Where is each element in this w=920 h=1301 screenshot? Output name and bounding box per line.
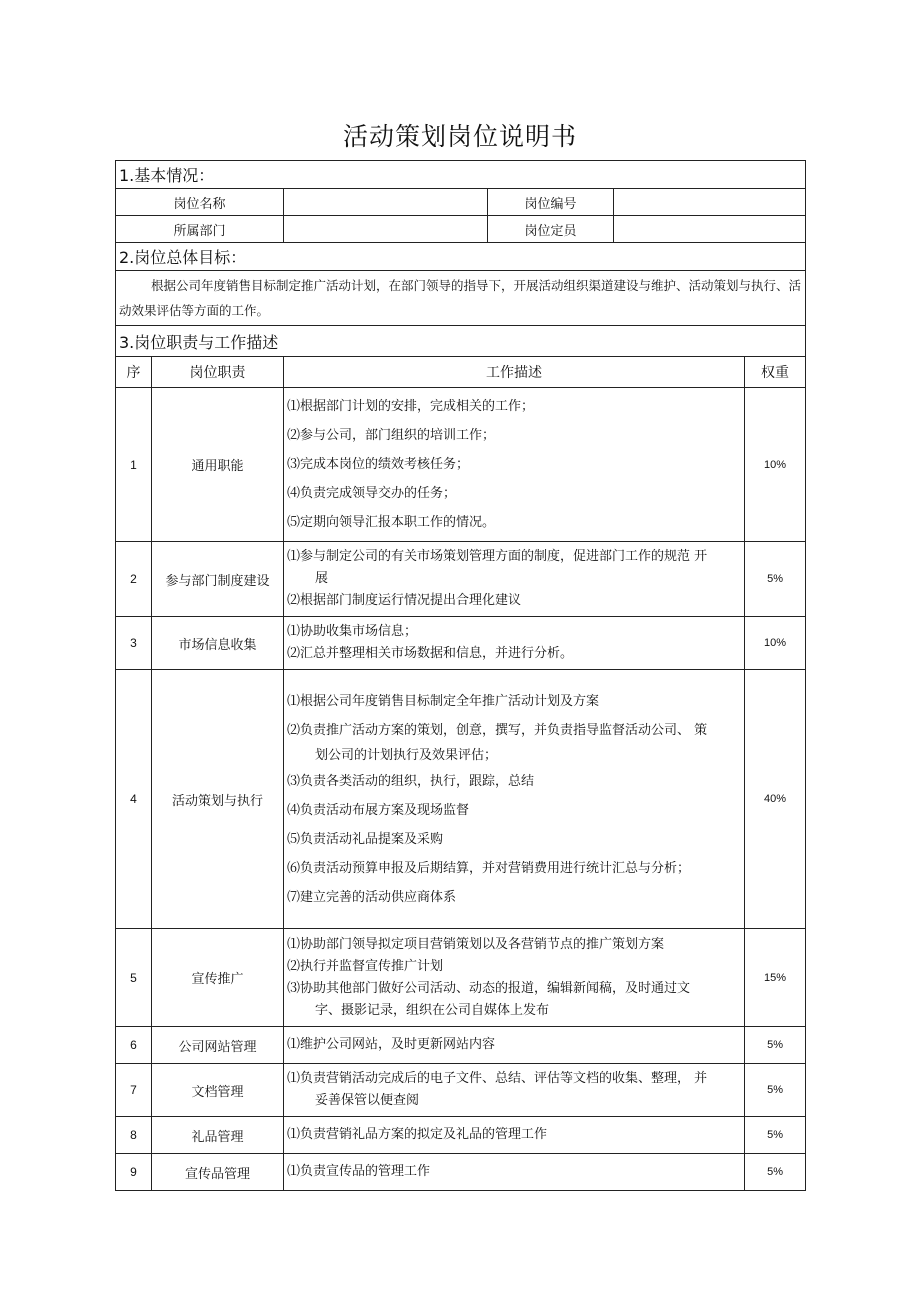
row-no: 9 [116, 1154, 152, 1191]
field-value-headcount [614, 216, 806, 243]
field-value-department [284, 216, 488, 243]
column-header-duty: 岗位职责 [152, 357, 284, 388]
row-description [284, 617, 745, 670]
desc-line: ⑴参与制定公司的有关市场策划管理方面的制度，促进部门工作的规范 开 [287, 549, 708, 564]
desc-line: ⑴协助收集市场信息； [287, 624, 418, 639]
table-row [116, 929, 806, 1027]
desc-line: 妥善保管以便查阅 [315, 1093, 420, 1108]
desc-line: ⑴负责宣传品的管理工作 [287, 1164, 431, 1179]
table-row [116, 1027, 806, 1064]
table-row [116, 670, 806, 929]
row-duty: 宣传品管理 [152, 1154, 284, 1191]
row-no: 7 [116, 1064, 152, 1117]
desc-line: ⑵负责推广活动方案的策划，创意，撰写，并负责指导监督活动公司、 策 [287, 722, 708, 738]
row-description [284, 670, 745, 929]
row-weight: 5% [745, 1027, 806, 1064]
row-duty: 礼品管理 [152, 1117, 284, 1154]
job-description-table [115, 160, 806, 1191]
desc-line: ⑸定期向领导汇报本职工作的情况。 [287, 515, 496, 530]
column-header-description: 工作描述 [284, 357, 745, 388]
row-duty: 宣传推广 [152, 929, 284, 1027]
desc-line: 划公司的计划执行及效果评估； [315, 747, 498, 763]
table-row [116, 1117, 806, 1154]
desc-line: ⑵参与公司，部门组织的培训工作； [287, 428, 496, 443]
row-description [284, 388, 745, 542]
desc-line: 展 [315, 571, 329, 586]
row-duty: 文档管理 [152, 1064, 284, 1117]
desc-line: ⑷负责完成领导交办的任务； [287, 486, 457, 501]
field-label-position-code: 岗位编号 [488, 189, 614, 216]
section2-heading: 2.岗位总体目标： [116, 243, 806, 271]
row-no: 2 [116, 542, 152, 617]
row-weight: 10% [745, 388, 806, 542]
desc-line: ⑴根据公司年度销售目标制定全年推广活动计划及方案 [287, 693, 600, 709]
desc-line: ⑹负责活动预算申报及后期结算，并对营销费用进行统计汇总与分析； [287, 860, 691, 876]
field-value-position-name [284, 189, 488, 216]
row-no: 6 [116, 1027, 152, 1064]
row-weight: 5% [745, 1117, 806, 1154]
row-description [284, 1064, 745, 1117]
row-weight: 40% [745, 670, 806, 929]
field-value-position-code [614, 189, 806, 216]
desc-line: ⑴根据部门计划的安排，完成相关的工作； [287, 399, 535, 414]
desc-line: ⑴协助部门领导拟定项目营销策划以及各营销节点的推广策划方案 [287, 936, 665, 952]
field-label-department: 所属部门 [116, 216, 284, 243]
row-description [284, 1117, 745, 1154]
row-duty: 通用职能 [152, 388, 284, 542]
column-header-weight: 权重 [745, 357, 806, 388]
row-weight: 5% [745, 1064, 806, 1117]
desc-line: ⑵根据部门制度运行情况提出合理化建议 [287, 593, 522, 608]
row-no: 8 [116, 1117, 152, 1154]
row-description [284, 1154, 745, 1191]
column-header-no: 序 [116, 357, 152, 388]
desc-line: ⑴维护公司网站，及时更新网站内容 [287, 1037, 496, 1052]
row-weight: 5% [745, 542, 806, 617]
row-no: 3 [116, 617, 152, 670]
section1-heading: 1.基本情况： [116, 161, 806, 189]
table-row [116, 1154, 806, 1191]
table-row [116, 542, 806, 617]
desc-line: ⑶协助其他部门做好公司活动、动态的报道，编辑新闻稿，及时通过文 [287, 980, 691, 996]
overall-goal-text: 根据公司年度销售目标制定推广活动计划，在部门领导的指导下，开展活动组织渠道建设与维护、活动策划与执行、活动效果评估等方面的工作。 [116, 271, 806, 326]
field-label-headcount: 岗位定员 [488, 216, 614, 243]
row-weight: 15% [745, 929, 806, 1027]
row-duty: 公司网站管理 [152, 1027, 284, 1064]
row-weight: 5% [745, 1154, 806, 1191]
desc-line: 字、摄影记录，组织在公司自媒体上发布 [315, 1002, 550, 1018]
desc-line: ⑸负责活动礼品提案及采购 [287, 831, 444, 847]
desc-line: ⑴负责营销活动完成后的电子文件、总结、评估等文档的收集、整理， 并 [287, 1071, 708, 1086]
page-title: 活动策划岗位说明书 [342, 122, 577, 151]
row-description [284, 542, 745, 617]
row-description [284, 929, 745, 1027]
table-row [116, 1064, 806, 1117]
row-weight: 10% [745, 617, 806, 670]
desc-line: ⑶完成本岗位的绩效考核任务； [287, 457, 470, 472]
desc-line: ⑷负责活动布展方案及现场监督 [287, 802, 470, 818]
row-description [284, 1027, 745, 1064]
table-row [116, 388, 806, 542]
desc-line: ⑴负责营销礼品方案的拟定及礼品的管理工作 [287, 1127, 548, 1142]
row-no: 5 [116, 929, 152, 1027]
section3-heading: 3.岗位职责与工作描述 [116, 326, 806, 357]
table-row [116, 617, 806, 670]
row-no: 4 [116, 670, 152, 929]
row-no: 1 [116, 388, 152, 542]
row-duty: 市场信息收集 [152, 617, 284, 670]
row-duty: 参与部门制度建设 [152, 542, 284, 617]
desc-line: ⑵汇总并整理相关市场数据和信息，并进行分析。 [287, 646, 574, 661]
desc-line: ⑵执行并监督宣传推广计划 [287, 958, 444, 974]
desc-line: ⑶负责各类活动的组织，执行，跟踪，总结 [287, 773, 535, 789]
desc-line: ⑺建立完善的活动供应商体系 [287, 889, 457, 905]
field-label-position-name: 岗位名称 [116, 189, 284, 216]
row-duty: 活动策划与执行 [152, 670, 284, 929]
